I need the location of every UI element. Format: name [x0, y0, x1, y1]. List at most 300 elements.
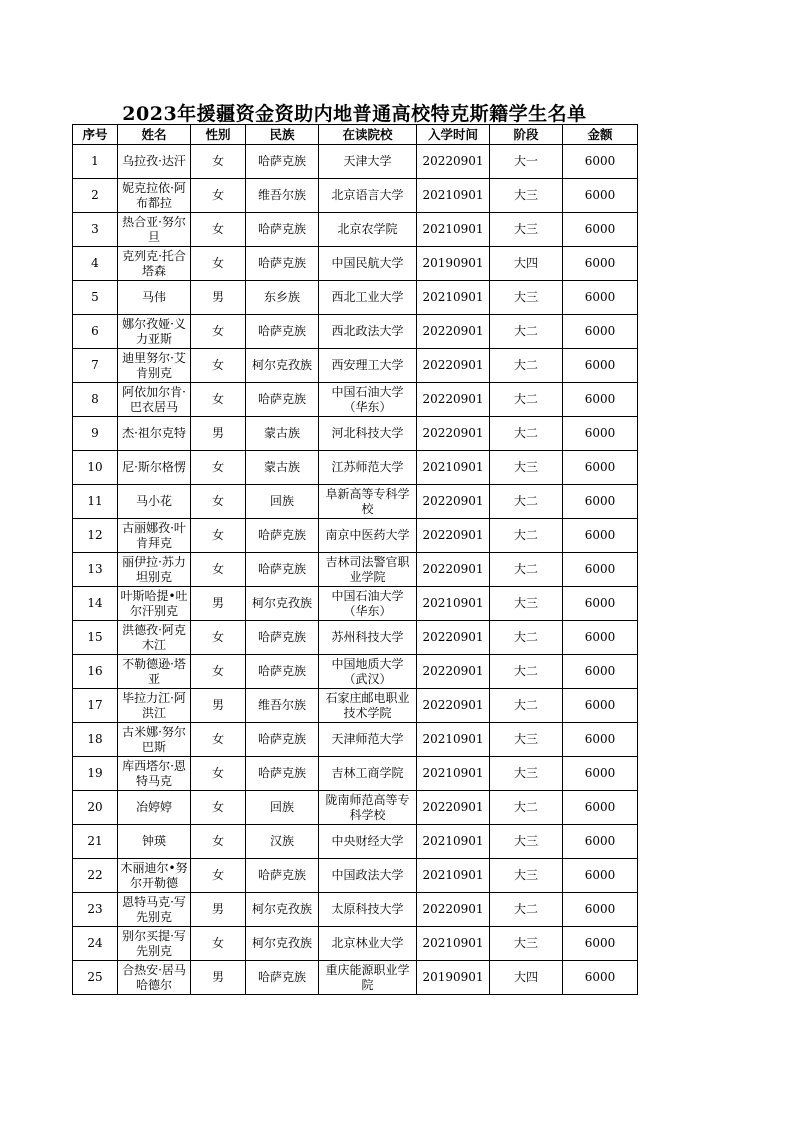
cell-gender: [191, 485, 246, 519]
cell-name-text: 古丽娜孜·叶肯拜克: [122, 520, 186, 550]
cell-stage-text: 大三: [513, 732, 538, 746]
cell-stage-text: 大三: [513, 596, 538, 610]
cell-enroll-date: [417, 723, 490, 757]
cell-stage: [490, 859, 563, 893]
cell-name: [118, 451, 191, 485]
cell-no: [73, 417, 118, 451]
cell-school: [319, 383, 417, 417]
cell-gender: [191, 859, 246, 893]
cell-stage: [490, 179, 563, 213]
cell-school-text: 天津师范大学: [331, 732, 404, 746]
cell-no-text: 18: [87, 732, 103, 746]
cell-ethnic: [246, 621, 319, 655]
cell-name: [118, 587, 191, 621]
cell-amount-text: 6000: [584, 902, 616, 916]
cell-gender: [191, 927, 246, 961]
cell-stage-text: 大三: [513, 868, 538, 882]
cell-gender: [191, 349, 246, 383]
cell-name-text: 迪里努尔·艾肯别克: [122, 350, 186, 380]
cell-no-text: 7: [91, 358, 99, 372]
cell-stage-text: 大二: [513, 698, 538, 712]
cell-amount: [563, 655, 638, 689]
cell-ethnic: [246, 791, 319, 825]
cell-no-text: 25: [87, 970, 103, 984]
cell-no-text: 15: [87, 630, 103, 644]
cell-stage: [490, 791, 563, 825]
cell-no: [73, 587, 118, 621]
cell-amount-text: 6000: [584, 460, 616, 474]
cell-no: [73, 247, 118, 281]
cell-name: [118, 553, 191, 587]
cell-ethnic-text: 哈萨克族: [257, 732, 306, 746]
cell-gender: [191, 655, 246, 689]
cell-stage: [490, 757, 563, 791]
cell-name: [118, 893, 191, 927]
cell-amount: [563, 757, 638, 791]
cell-stage: [490, 247, 563, 281]
cell-gender-text: 女: [211, 392, 224, 406]
cell-amount: [563, 689, 638, 723]
cell-ethnic: [246, 961, 319, 995]
table-row: [73, 315, 638, 349]
cell-no-text: 12: [87, 528, 103, 542]
cell-enroll-date: [417, 825, 490, 859]
table-header-row: [73, 125, 638, 145]
cell-enroll-date: [417, 927, 490, 961]
cell-name-text: 叶斯哈提•吐尔汗别克: [120, 588, 188, 618]
cell-school-text: 西安理工大学: [331, 358, 404, 372]
cell-enroll-date: [417, 179, 490, 213]
cell-name: [118, 383, 191, 417]
cell-enroll-date-text: 20220901: [422, 494, 484, 508]
cell-school: [319, 179, 417, 213]
header-gender: 性别: [191, 125, 246, 145]
cell-ethnic: [246, 417, 319, 451]
cell-ethnic: [246, 485, 319, 519]
cell-name-text: 克列克·托合塔森: [122, 248, 186, 278]
cell-ethnic-text: 柯尔克孜族: [251, 358, 312, 372]
table-row: [73, 213, 638, 247]
table-row: [73, 825, 638, 859]
cell-ethnic-text: 汉族: [269, 834, 294, 848]
cell-school: [319, 689, 417, 723]
cell-stage: [490, 281, 563, 315]
cell-amount: [563, 553, 638, 587]
cell-enroll-date: [417, 689, 490, 723]
cell-school-text: 中国地质大学（武汉）: [331, 656, 404, 686]
cell-gender: [191, 247, 246, 281]
header-school: 在读院校: [319, 125, 417, 145]
cell-no-text: 8: [91, 392, 99, 406]
cell-name-text: 杰·祖尔克特: [122, 426, 186, 440]
cell-enroll-date-text: 20210901: [422, 868, 484, 882]
cell-no-text: 9: [91, 426, 99, 440]
cell-stage-text: 大二: [513, 902, 538, 916]
cell-name: [118, 825, 191, 859]
cell-amount: [563, 859, 638, 893]
cell-amount: [563, 247, 638, 281]
cell-school: [319, 723, 417, 757]
cell-stage-text: 大三: [513, 936, 538, 950]
cell-enroll-date: [417, 519, 490, 553]
cell-stage: [490, 383, 563, 417]
cell-ethnic: [246, 247, 319, 281]
cell-name: [118, 689, 191, 723]
cell-gender-text: 男: [211, 970, 224, 984]
cell-amount-text: 6000: [584, 800, 616, 814]
cell-amount: [563, 417, 638, 451]
cell-enroll-date: [417, 655, 490, 689]
cell-no: [73, 519, 118, 553]
cell-name: [118, 519, 191, 553]
cell-ethnic: [246, 213, 319, 247]
cell-amount-text: 6000: [584, 256, 616, 270]
cell-amount: [563, 383, 638, 417]
cell-ethnic: [246, 519, 319, 553]
cell-enroll-date: [417, 621, 490, 655]
cell-stage: [490, 451, 563, 485]
cell-name-text: 冶婷婷: [135, 800, 172, 814]
cell-name-text: 尼·斯尔格愣: [122, 460, 186, 474]
cell-no: [73, 383, 118, 417]
cell-enroll-date: [417, 247, 490, 281]
cell-gender: [191, 757, 246, 791]
cell-amount-text: 6000: [584, 528, 616, 542]
cell-no: [73, 553, 118, 587]
cell-stage: [490, 825, 563, 859]
table-row: [73, 247, 638, 281]
cell-enroll-date-text: 20220901: [422, 902, 484, 916]
cell-name-text: 合热安·居马哈德尔: [122, 962, 186, 992]
table-row: [73, 519, 638, 553]
table-row: [73, 757, 638, 791]
cell-name-text: 马小花: [135, 494, 172, 508]
cell-ethnic-text: 哈萨克族: [257, 324, 306, 338]
table-row: [73, 281, 638, 315]
cell-stage: [490, 893, 563, 927]
cell-amount: [563, 791, 638, 825]
cell-name: [118, 145, 191, 179]
cell-amount-text: 6000: [584, 426, 616, 440]
cell-name-text: 别尔买提·写先别克: [122, 928, 186, 958]
cell-school: [319, 349, 417, 383]
cell-ethnic: [246, 757, 319, 791]
cell-stage: [490, 689, 563, 723]
cell-gender-text: 女: [211, 562, 224, 576]
cell-gender-text: 女: [211, 834, 224, 848]
cell-ethnic: [246, 655, 319, 689]
cell-enroll-date: [417, 553, 490, 587]
cell-stage-text: 大二: [513, 562, 538, 576]
cell-gender: [191, 689, 246, 723]
cell-name-text: 恩特马克·写先别克: [122, 894, 186, 924]
cell-amount: [563, 179, 638, 213]
cell-school: [319, 621, 417, 655]
cell-gender-text: 男: [211, 902, 224, 916]
cell-no: [73, 689, 118, 723]
cell-stage-text: 大三: [513, 290, 538, 304]
cell-stage: [490, 315, 563, 349]
cell-name-text: 洪德孜·阿克木江: [122, 622, 186, 652]
cell-ethnic: [246, 315, 319, 349]
table-row: [73, 893, 638, 927]
cell-school: [319, 451, 417, 485]
cell-ethnic-text: 哈萨克族: [257, 630, 306, 644]
cell-amount-text: 6000: [584, 630, 616, 644]
table-row: [73, 553, 638, 587]
cell-school-text: 北京语言大学: [331, 188, 404, 202]
cell-stage: [490, 927, 563, 961]
cell-name: [118, 723, 191, 757]
cell-stage-text: 大三: [513, 766, 538, 780]
table-row: [73, 485, 638, 519]
cell-ethnic: [246, 349, 319, 383]
cell-school: [319, 655, 417, 689]
cell-enroll-date-text: 20220901: [422, 562, 484, 576]
cell-amount: [563, 893, 638, 927]
cell-enroll-date-text: 20210901: [422, 766, 484, 780]
cell-no: [73, 349, 118, 383]
cell-stage: [490, 519, 563, 553]
cell-school-text: 吉林工商学院: [331, 766, 404, 780]
cell-amount-text: 6000: [584, 664, 616, 678]
cell-ethnic-text: 哈萨克族: [257, 392, 306, 406]
cell-ethnic: [246, 587, 319, 621]
cell-ethnic-text: 维吾尔族: [257, 188, 306, 202]
cell-gender-text: 女: [211, 936, 224, 950]
cell-stage-text: 大二: [513, 528, 538, 542]
cell-enroll-date: [417, 417, 490, 451]
cell-enroll-date: [417, 893, 490, 927]
cell-name: [118, 281, 191, 315]
cell-stage-text: 大二: [513, 630, 538, 644]
cell-gender-text: 女: [211, 494, 224, 508]
cell-amount: [563, 621, 638, 655]
cell-enroll-date: [417, 383, 490, 417]
cell-amount-text: 6000: [584, 188, 616, 202]
cell-school: [319, 825, 417, 859]
cell-amount: [563, 961, 638, 995]
cell-amount-text: 6000: [584, 154, 616, 168]
cell-school: [319, 247, 417, 281]
header-name: 姓名: [118, 125, 191, 145]
cell-gender-text: 女: [211, 800, 224, 814]
cell-ethnic: [246, 825, 319, 859]
cell-no: [73, 655, 118, 689]
cell-gender: [191, 281, 246, 315]
cell-name: [118, 315, 191, 349]
cell-amount: [563, 519, 638, 553]
cell-no: [73, 893, 118, 927]
cell-gender: [191, 213, 246, 247]
cell-gender: [191, 961, 246, 995]
table-row: [73, 145, 638, 179]
cell-no-text: 20: [87, 800, 103, 814]
cell-enroll-date: [417, 485, 490, 519]
cell-name: [118, 621, 191, 655]
cell-enroll-date: [417, 315, 490, 349]
table-row: [73, 179, 638, 213]
cell-enroll-date-text: 20220901: [422, 324, 484, 338]
cell-school-text: 南京中医药大学: [325, 528, 410, 542]
table-row: [73, 723, 638, 757]
table-row: [73, 791, 638, 825]
cell-name-text: 钟瑛: [141, 834, 166, 848]
cell-amount-text: 6000: [584, 698, 616, 712]
cell-amount-text: 6000: [584, 324, 616, 338]
cell-enroll-date-text: 20220901: [422, 528, 484, 542]
cell-school: [319, 757, 417, 791]
cell-ethnic-text: 哈萨克族: [257, 154, 306, 168]
cell-gender-text: 男: [211, 426, 224, 440]
cell-name: [118, 859, 191, 893]
cell-stage-text: 大二: [513, 392, 538, 406]
cell-no-text: 21: [87, 834, 103, 848]
cell-stage: [490, 655, 563, 689]
cell-enroll-date: [417, 757, 490, 791]
cell-school: [319, 281, 417, 315]
table-row: [73, 621, 638, 655]
cell-gender: [191, 417, 246, 451]
header-no: 序号: [73, 125, 118, 145]
cell-no: [73, 281, 118, 315]
cell-enroll-date-text: 20210901: [422, 936, 484, 950]
cell-no-text: 5: [91, 290, 99, 304]
cell-enroll-date-text: 20210901: [422, 188, 484, 202]
cell-stage: [490, 485, 563, 519]
cell-no: [73, 145, 118, 179]
cell-name-text: 热合亚·努尔旦: [122, 214, 186, 244]
cell-ethnic-text: 哈萨克族: [257, 766, 306, 780]
cell-school-text: 吉林司法警官职业学院: [325, 554, 410, 584]
cell-name-text: 阿依加尔肯·巴衣居马: [122, 384, 186, 414]
cell-enroll-date: [417, 961, 490, 995]
cell-amount-text: 6000: [584, 936, 616, 950]
cell-stage: [490, 723, 563, 757]
cell-name-text: 乌拉孜·达汗: [122, 154, 186, 168]
cell-gender: [191, 315, 246, 349]
cell-stage: [490, 621, 563, 655]
cell-name: [118, 961, 191, 995]
cell-amount: [563, 213, 638, 247]
cell-gender: [191, 893, 246, 927]
cell-school-text: 石家庄邮电职业技术学院: [325, 690, 410, 720]
cell-ethnic-text: 蒙古族: [263, 426, 300, 440]
cell-no-text: 16: [87, 664, 103, 678]
cell-amount-text: 6000: [584, 868, 616, 882]
cell-no: [73, 791, 118, 825]
cell-enroll-date-text: 20210901: [422, 732, 484, 746]
cell-stage-text: 大二: [513, 324, 538, 338]
cell-school-text: 中央财经大学: [331, 834, 404, 848]
cell-school: [319, 485, 417, 519]
cell-no-text: 11: [87, 494, 103, 508]
cell-gender-text: 女: [211, 766, 224, 780]
cell-ethnic-text: 哈萨克族: [257, 868, 306, 882]
cell-stage-text: 大三: [513, 188, 538, 202]
cell-enroll-date: [417, 587, 490, 621]
cell-school-text: 北京林业大学: [331, 936, 404, 950]
cell-enroll-date-text: 20210901: [422, 834, 484, 848]
cell-stage: [490, 145, 563, 179]
cell-school: [319, 587, 417, 621]
cell-ethnic: [246, 145, 319, 179]
cell-no: [73, 179, 118, 213]
cell-gender: [191, 145, 246, 179]
cell-ethnic-text: 哈萨克族: [257, 528, 306, 542]
cell-no: [73, 825, 118, 859]
cell-gender: [191, 553, 246, 587]
cell-name-text: 古米娜·努尔巴斯: [122, 724, 186, 754]
cell-gender: [191, 621, 246, 655]
cell-amount-text: 6000: [584, 494, 616, 508]
cell-amount: [563, 145, 638, 179]
cell-school: [319, 791, 417, 825]
cell-school-text: 北京农学院: [337, 222, 398, 236]
cell-no-text: 22: [87, 868, 103, 882]
cell-amount-text: 6000: [584, 392, 616, 406]
cell-gender-text: 女: [211, 188, 224, 202]
cell-ethnic-text: 哈萨克族: [257, 256, 306, 270]
cell-amount: [563, 723, 638, 757]
cell-no-text: 13: [87, 562, 103, 576]
cell-enroll-date-text: 20220901: [422, 630, 484, 644]
cell-school-text: 河北科技大学: [331, 426, 404, 440]
cell-school-text: 中国政法大学: [331, 868, 404, 882]
cell-school: [319, 893, 417, 927]
table-row: [73, 349, 638, 383]
cell-enroll-date: [417, 213, 490, 247]
cell-gender-text: 女: [211, 664, 224, 678]
header-enroll-date: 入学时间: [417, 125, 490, 145]
cell-no-text: 24: [87, 936, 103, 950]
cell-amount-text: 6000: [584, 766, 616, 780]
cell-school: [319, 519, 417, 553]
cell-ethnic-text: 柯尔克孜族: [251, 936, 312, 950]
cell-amount-text: 6000: [584, 290, 616, 304]
cell-school: [319, 927, 417, 961]
cell-stage: [490, 213, 563, 247]
cell-school-text: 江苏师范大学: [331, 460, 404, 474]
cell-no: [73, 451, 118, 485]
cell-ethnic-text: 哈萨克族: [257, 222, 306, 236]
cell-amount-text: 6000: [584, 970, 616, 984]
cell-school-text: 苏州科技大学: [331, 630, 404, 644]
table-row: [73, 927, 638, 961]
cell-no-text: 2: [91, 188, 99, 202]
cell-amount: [563, 587, 638, 621]
cell-no-text: 23: [87, 902, 103, 916]
cell-name-text: 库西塔尔·恩特马克: [122, 758, 186, 788]
cell-gender-text: 女: [211, 222, 224, 236]
cell-gender-text: 女: [211, 732, 224, 746]
cell-enroll-date-text: 20190901: [422, 970, 484, 984]
cell-enroll-date-text: 20210901: [422, 596, 484, 610]
cell-amount: [563, 825, 638, 859]
cell-amount: [563, 451, 638, 485]
cell-name: [118, 655, 191, 689]
cell-enroll-date: [417, 349, 490, 383]
cell-gender: [191, 519, 246, 553]
cell-ethnic: [246, 281, 319, 315]
cell-name-text: 娜尔孜娅·义力亚斯: [122, 316, 186, 346]
cell-ethnic: [246, 553, 319, 587]
cell-enroll-date-text: 20210901: [422, 222, 484, 236]
cell-name: [118, 349, 191, 383]
cell-no: [73, 213, 118, 247]
header-ethnic: 民族: [246, 125, 319, 145]
cell-gender: [191, 791, 246, 825]
